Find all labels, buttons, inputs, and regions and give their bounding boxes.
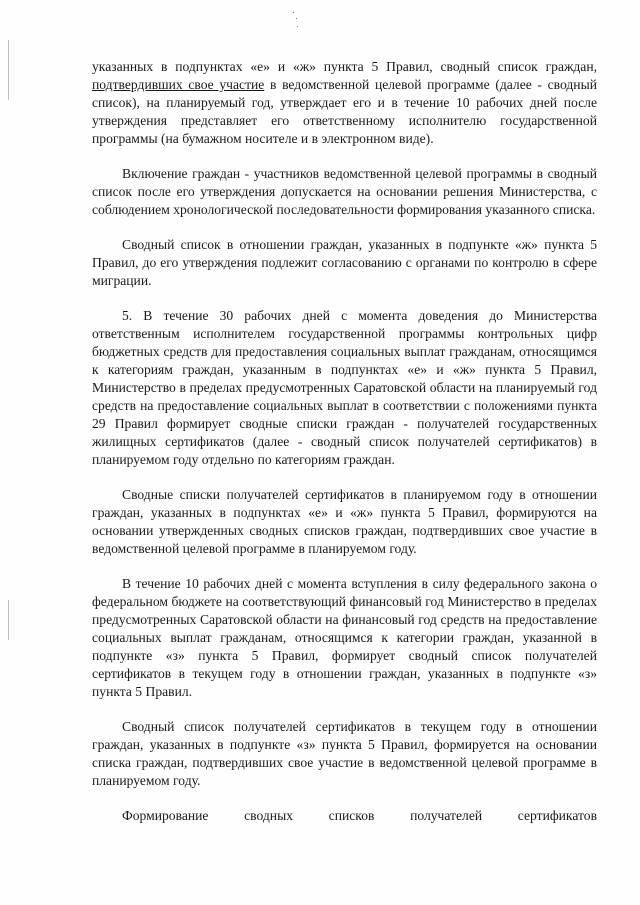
paragraph: Сводный список в отношении граждан, указанных в подпункте «ж» пункта 5 Правил, до его утверждения подлежит согласованию с органами по контролю в сфере миграции. (92, 237, 597, 288)
paragraph: 5. В течение 30 рабочих дней с момента доведения до Министерства ответственным исполнителем государственной программы контрольных цифр бюджетных средств для предоставления социальных выплат гражданам, относящимся к категориям граждан, указанным в подпунктах «е» и «ж» пункта 5 Правил, Министерство в пределах предусмотренных Саратовской области на планируемый год средств на предоставление социальных выплат в соответствии с положениями пункта 29 Правил формирует сводные списки граждан - получателей государственных жилищных сертификатов (далее - сводный список получателей сертификатов) в планируемом году отдельно по категориям граждан. (92, 308, 597, 467)
document-body (92, 58, 597, 825)
paragraph: Сводные списки получателей сертификатов в планируемом году в отношении граждан, указанных в подпунктах «е» и «ж» пункта 5 Правил, формируются на основании утвержденных сводных списков граждан, подтвердивших свое участие в ведомственной целевой программе в планируемом году. (92, 487, 597, 556)
scan-speck (296, 18, 297, 19)
paragraph: Формирование сводных списков получателей сертификатов (122, 808, 597, 823)
paragraph: Сводный список получателей сертификатов в текущем году в отношении граждан, указанных в подпункте «з» пункта 5 Правил, формируется на основании списка граждан, подтвердивших свое участие в ведомственной целевой программе в планируемом году. (92, 719, 597, 788)
paragraph (92, 58, 597, 148)
scan-edge-mark (8, 40, 9, 100)
paragraph: Включение граждан - участников ведомственной целевой программы в сводный список после его утверждения допускается на основании решения Министерства, с соблюдением хронологической последовательности формирования указанного списка. (92, 166, 597, 217)
scan-speck (293, 12, 294, 13)
paragraph: В течение 10 рабочих дней с момента вступления в силу федерального закона о федеральном бюджете на соответствующий финансовый год Министерство в пределах предусмотренных Саратовской области на финансовый год средств на предоставление социальных выплат гражданам, относящимся к категории граждан, указанной в подпункте «з» пункта 5 Правил, формирует сводный список получателей сертификатов в текущем году в отношении граждан, указанных в подпункте «з» пункта 5 Правил. (92, 576, 597, 699)
scan-speck (297, 26, 298, 27)
paragraph-text: указанных в подпунктах «е» и «ж» пункта 5 Правил, сводный список граждан, (92, 59, 597, 74)
underlined-text: подтвердивших свое участие (92, 77, 265, 92)
scan-edge-mark (8, 600, 9, 640)
paragraph-text: в ведомственной целевой программе (далее - сводный список), на планируемый год, утверждает его и в течение 10 рабочих дней после утверждения представляет его ответственному исполнителю государственной программы (на бумажном носителе и в электронном виде). (92, 77, 597, 146)
